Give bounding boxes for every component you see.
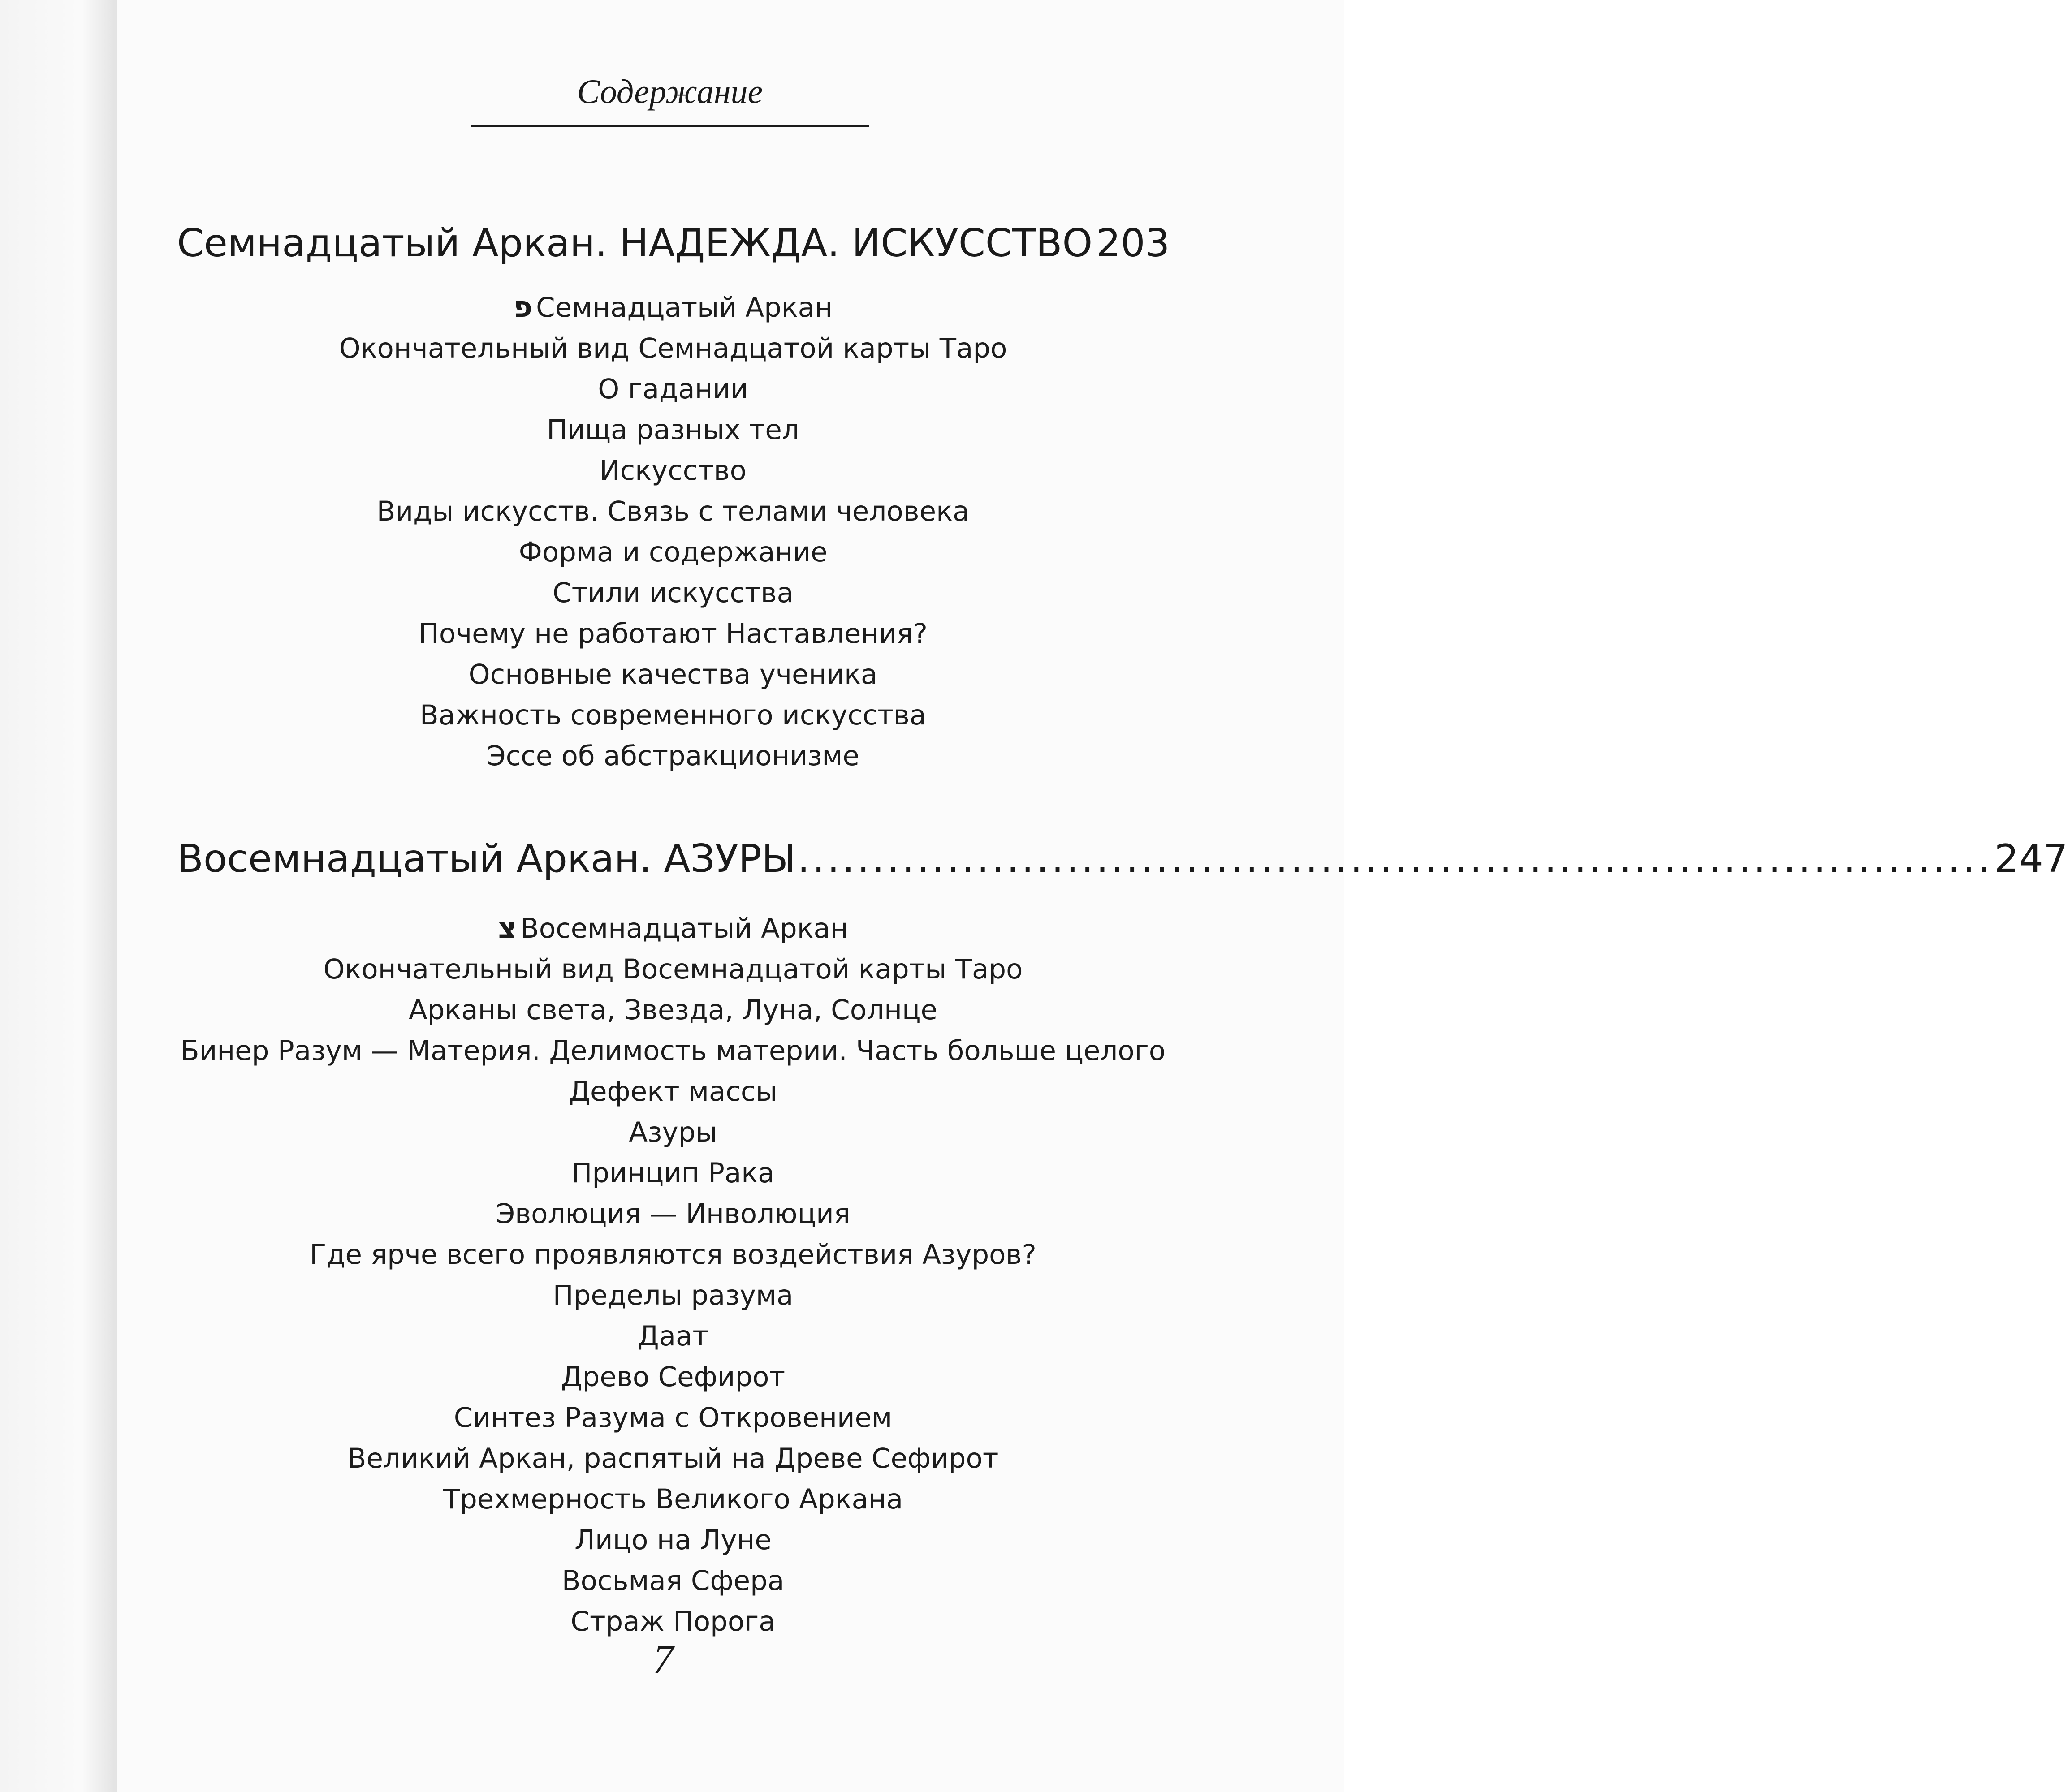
section-17-entries <box>117 287 1229 776</box>
folio-page-number: 7 <box>653 1636 674 1682</box>
toc-entry: Пища разных тел <box>547 414 799 446</box>
toc-entry: Азуры <box>629 1116 717 1148</box>
toc-entry: Окончательный вид Семнадцатой карты Таро <box>339 332 1007 364</box>
header-rule <box>471 125 869 127</box>
toc-entry: Пределы разума <box>553 1279 794 1311</box>
section-heading-17 <box>177 219 1170 268</box>
toc-entry: Окончательный вид Восемнадцатой карты Таро <box>323 953 1023 985</box>
toc-entry-text: Семнадцатый Аркан <box>536 292 833 323</box>
toc-entry: Эссе об абстракционизме <box>487 740 859 772</box>
toc-entry: Даат <box>638 1320 708 1352</box>
toc-entry: О гадании <box>598 373 748 405</box>
section-page-number: 247 <box>1994 836 2068 881</box>
page-title: Содержание <box>577 73 763 111</box>
toc-entry: Важность современного искусства <box>419 699 927 731</box>
toc-entry: Бинер Разум — Материя. Делимость материи. Часть больше целого <box>180 1035 1166 1067</box>
toc-entry: Трехмерность Великого Аркана <box>443 1483 903 1515</box>
toc-entry: Лицо на Луне <box>574 1524 772 1556</box>
toc-entry: Великий Аркан, распятый на Древе Сефирот <box>347 1443 999 1474</box>
toc-entry-text: Восемнадцатый Аркан <box>520 913 848 944</box>
toc-entry: Страж Порога <box>570 1606 776 1637</box>
toc-entry: Эволюция — Инволюция <box>496 1198 851 1230</box>
toc-entry: Почему не работают Наставления? <box>418 618 928 650</box>
toc-entry: Восьмая Сфера <box>561 1565 785 1597</box>
toc-entry <box>117 287 1229 328</box>
page-gutter <box>0 0 117 1792</box>
section-title: Семнадцатый Аркан. НАДЕЖДА. ИСКУССТВО <box>177 221 1093 266</box>
toc-entry: Дефект массы <box>569 1076 777 1107</box>
toc-entry: Где ярче всего проявляются воздействия Азуров? <box>310 1239 1036 1271</box>
leader-dots: ................................................................................ <box>797 836 1993 881</box>
section-title: Восемнадцатый Аркан. АЗУРЫ <box>177 836 796 881</box>
running-header <box>471 72 869 127</box>
toc-entry: Арканы света, Звезда, Луна, Солнце <box>408 994 938 1026</box>
toc-entry: Принцип Рака <box>571 1157 775 1189</box>
section-heading-18 <box>177 834 2068 883</box>
toc-entry <box>117 908 1229 949</box>
section-18-entries <box>117 908 1229 1642</box>
hebrew-letter-pe: פ <box>514 291 533 324</box>
toc-entry: Стили искусства <box>553 577 794 609</box>
toc-entry: Основные качества ученика <box>468 659 878 690</box>
toc-entry: Древо Сефирот <box>561 1361 786 1393</box>
toc-entry: Синтез Разума с Откровением <box>453 1402 893 1434</box>
toc-entry: Виды искусств. Связь с телами человека <box>376 495 970 527</box>
section-page-number: 203 <box>1096 221 1170 266</box>
toc-entry: Форма и содержание <box>518 536 828 568</box>
toc-entry: Искусство <box>600 455 747 487</box>
hebrew-letter-tsadi: צ <box>498 912 517 945</box>
